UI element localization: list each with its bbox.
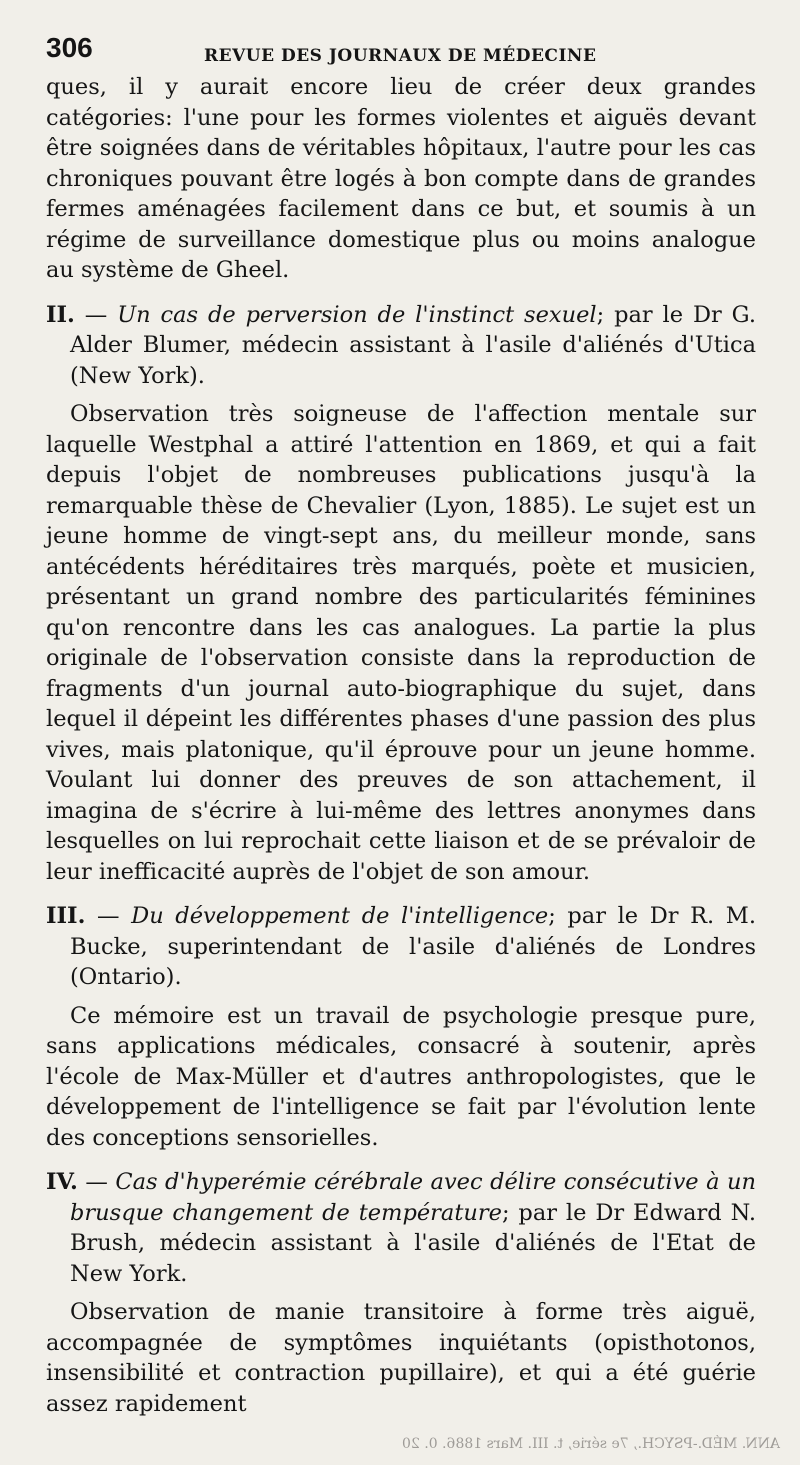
entry-details: ; par le Dr G. Alder Blumer, médecin assistant à l'asile d'aliénés d'Utica (New York).: [70, 301, 756, 389]
entry-number: II.: [46, 301, 75, 328]
document-page: [46, 32, 756, 1419]
entry-title: Du développement de l'intelligence: [131, 903, 549, 929]
page-number: 306: [46, 32, 93, 63]
page-footer: ANN. MÉD.-PSYCH., 7e série, t. III. Mars 1886. 0. 20: [402, 1436, 780, 1452]
running-head: REVUE DES JOURNAUX DE MÉDECINE: [204, 46, 597, 66]
entry-title: Cas d'hyperémie cérébrale avec délire consécutive à un brusque changement de température: [70, 1169, 757, 1226]
entry-title: Un cas de perversion de l'instinct sexuel: [117, 301, 597, 328]
entry-number: III.: [46, 903, 86, 929]
page-header: [46, 32, 756, 72]
entry-number: IV.: [46, 1169, 78, 1195]
article-entry-3: III. — Du développement de l'intelligence; par le Dr R. M. Bucke, superintendant de l'asile d'aliénés de Londres (Ontario).: [46, 903, 756, 990]
entry-details: ; par le Dr Edward N. Brush, médecin assistant à l'asile d'aliénés de l'Etat de New York.: [70, 1199, 756, 1287]
entry-details: ; par le Dr R. M. Bucke, superintendant de l'asile d'aliénés de Londres (Ontario).: [70, 903, 756, 990]
paragraph-intro: ques, il y aurait encore lieu de créer deux grandes catégories: l'une pour les formes violentes et aiguës devant être soignées dans de véritables hôpitaux, l'autre pour les cas chroniques pouvant être logés à bon compte dans de grandes fermes aménagées facilement dans ce but, et soumis à un régime de surveillance domestique plus ou moins analogue au système de Gheel.: [46, 74, 756, 283]
paragraph-observation-4: Observation de manie transitoire à forme très aiguë, accompagnée de symptômes inquiétants (opisthotonos, insensibilité et contraction pupillaire), et qui a été guérie assez rapidement: [46, 1299, 756, 1417]
paragraph-observation-2: Observation très soigneuse de l'affection mentale sur laquelle Westphal a attiré l'attention en 1869, et qui a fait depuis l'objet de nombreuses publications jusqu'à la remarquable thèse de Chevalier (Lyon, 1885). Le sujet est un jeune homme de vingt-sept ans, du meilleur monde, sans antécédents héréditaires très marqués, poète et musicien, présentant un grand nombre des particularités féminines qu'on rencontre dans les cas analogues. La partie la plus originale de l'observation consiste dans la reproduction de fragments d'un journal auto-biographique du sujet, dans lequel il dépeint les différentes phases d'une passion des plus vives, mais platonique, qu'il éprouve pour un jeune homme. Voulant lui donner des preuves de son attachement, il imagina de s'écrire à lui-même des lettres anonymes dans lesquelles on lui reprochait cette liaison et de se prévaloir de leur inefficacité auprès de l'objet de son amour.: [46, 401, 756, 885]
article-entry-4: IV. — Cas d'hyperémie cérébrale avec délire consécutive à un brusque changement de température; par le Dr Edward N. Brush, médecin assistant à l'asile d'aliénés de l'Etat de New York.: [46, 1169, 757, 1287]
article-entry-2: II. — Un cas de perversion de l'instinct sexuel; par le Dr G. Alder Blumer, médecin assistant à l'asile d'aliénés d'Utica (New York).: [46, 301, 756, 389]
paragraph-summary-3: Ce mémoire est un travail de psychologie presque pure, sans applications médicales, consacré à soutenir, après l'école de Max-Müller et d'autres anthropologistes, que le développement de l'intelligence se fait par l'évolution lente des conceptions sensorielles.: [46, 1002, 756, 1151]
